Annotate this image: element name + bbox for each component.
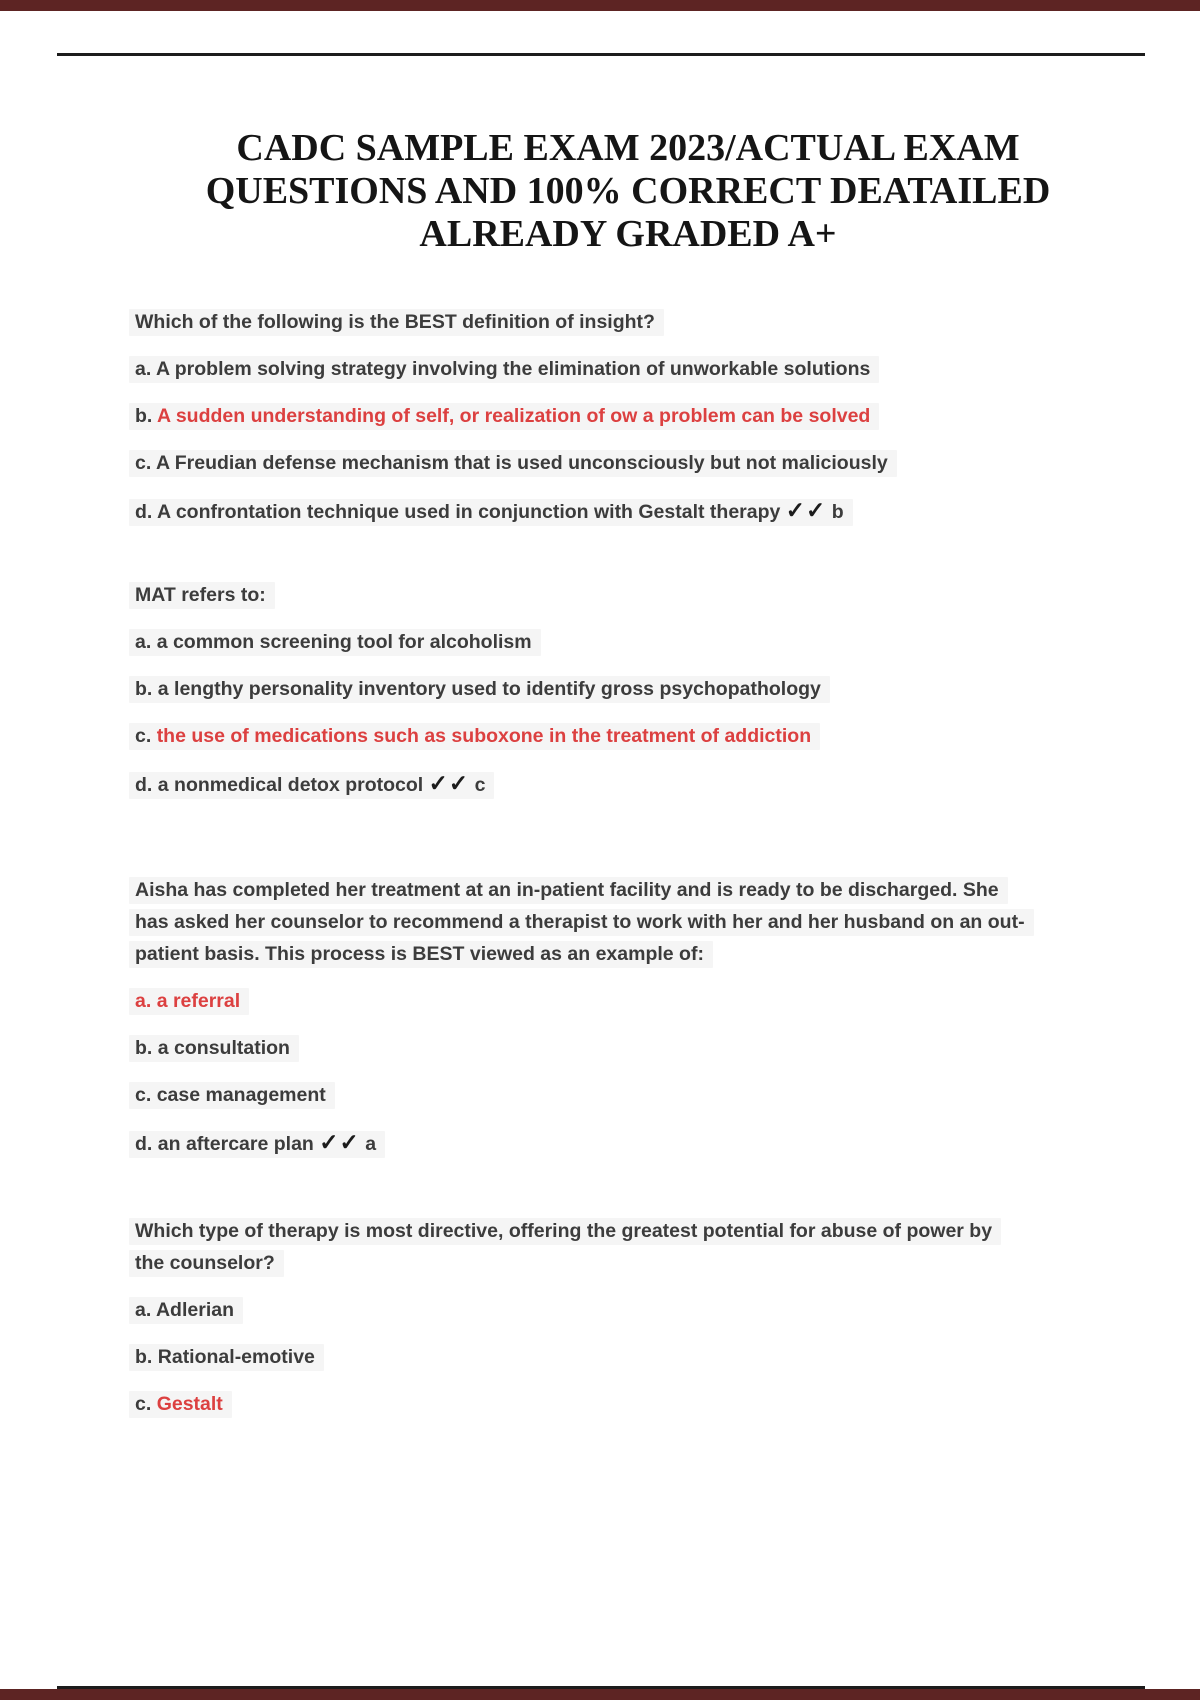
question-prompt-line [129, 1247, 1109, 1279]
answer-option [129, 1079, 1109, 1111]
option-letter-label: a. [135, 631, 152, 653]
question-prompt-line [129, 579, 1109, 611]
question-block [129, 1215, 1109, 1420]
option-letter-label: b. [135, 678, 153, 700]
highlighted-text [129, 629, 541, 656]
option-text: A problem solving strategy involving the elimination of unworkable solutions [155, 358, 871, 380]
highlighted-text: has asked her counselor to recommend a therapist to work with her and her husband on an out- [129, 909, 1034, 936]
option-letter-label: c. [135, 1393, 152, 1415]
highlighted-text [129, 676, 830, 703]
option-text: an aftercare plan [157, 1133, 314, 1155]
option-text: Gestalt [156, 1393, 223, 1415]
highlighted-text [129, 1344, 324, 1371]
answer-option [129, 1341, 1109, 1373]
question-prompt-line [129, 874, 1109, 906]
option-letter-label: c. [135, 1084, 152, 1106]
answer-option [129, 985, 1109, 1017]
option-letter-label: c. [135, 725, 152, 747]
highlighted-text: the counselor? [129, 1250, 284, 1277]
highlighted-text: Which type of therapy is most directive, offering the greatest potential for abuse of power by [129, 1218, 1001, 1245]
question-prompt-line [129, 938, 1109, 970]
correct-answer-checkmarks-icon: ✓✓ [785, 497, 827, 523]
highlighted-text [129, 1391, 232, 1418]
answer-option [129, 1126, 1109, 1160]
highlighted-text [129, 1131, 385, 1158]
option-letter-label: a. [135, 990, 152, 1012]
question-block [129, 306, 1109, 528]
answer-option [129, 1032, 1109, 1064]
option-letter-label: b. [135, 1037, 153, 1059]
question-prompt [129, 579, 1109, 611]
highlighted-text [129, 1082, 335, 1109]
option-text: a nonmedical detox protocol [157, 774, 424, 796]
answer-option [129, 353, 1109, 385]
answer-option [129, 626, 1109, 658]
highlighted-text: Which of the following is the BEST definition of insight? [129, 309, 664, 336]
option-letter-label: c. [135, 452, 152, 474]
question-prompt-line [129, 906, 1109, 938]
option-letter-label: b. [135, 405, 153, 427]
answer-option [129, 494, 1109, 528]
bottom-edge-bar [0, 1689, 1200, 1700]
option-text: a common screening tool for alcoholism [156, 631, 532, 653]
correct-answer-checkmarks-icon: ✓✓ [319, 1129, 360, 1155]
question-block [129, 579, 1109, 801]
question-prompt [129, 1215, 1109, 1279]
question-prompt-line [129, 1215, 1109, 1247]
option-text: a lengthy personality inventory used to identify gross psychopathology [157, 678, 821, 700]
top-horizontal-rule [57, 53, 1145, 56]
question-prompt [129, 306, 1109, 338]
answer-option [129, 1388, 1109, 1420]
highlighted-text: MAT refers to: [129, 582, 275, 609]
option-text: a consultation [157, 1037, 290, 1059]
answer-key-letter: c [474, 774, 486, 796]
exam-questions-content [129, 306, 1109, 1420]
answer-option [129, 673, 1109, 705]
highlighted-text [129, 772, 494, 799]
question-prompt [129, 874, 1109, 970]
highlighted-text [129, 499, 853, 526]
option-letter-label: b. [135, 1346, 153, 1368]
option-text: the use of medications such as suboxone in the treatment of addiction [156, 725, 812, 747]
correct-answer-checkmarks-icon: ✓✓ [428, 770, 470, 796]
option-letter-label: d. [135, 774, 153, 796]
highlighted-text: patient basis. This process is BEST viewed as an example of: [129, 941, 713, 968]
title-line-1: CADC SAMPLE EXAM 2023/ACTUAL EXAM [236, 127, 1020, 169]
answer-key-letter: a [365, 1133, 377, 1155]
question-prompt-line [129, 306, 1109, 338]
answer-option [129, 767, 1109, 801]
answer-option [129, 447, 1109, 479]
highlighted-text [129, 403, 879, 430]
highlighted-text [129, 1035, 299, 1062]
highlighted-text [129, 1297, 243, 1324]
highlighted-text [129, 988, 249, 1015]
option-letter-label: d. [135, 501, 153, 523]
highlighted-text [129, 723, 820, 750]
title-line-2: QUESTIONS AND 100% CORRECT DEATAILED [205, 170, 1051, 212]
option-text: A sudden understanding of self, or realization of ow a problem can be solved [157, 405, 871, 427]
document-title [58, 127, 1198, 256]
option-text: A confrontation technique used in conjunction with Gestalt therapy [157, 501, 781, 523]
answer-option [129, 1294, 1109, 1326]
option-text: Adlerian [155, 1299, 234, 1321]
option-letter-label: a. [135, 358, 152, 380]
top-edge-bar [0, 0, 1200, 11]
option-text: a referral [156, 990, 241, 1012]
option-letter-label: a. [135, 1299, 152, 1321]
highlighted-text: Aisha has completed her treatment at an in-patient facility and is ready to be discharged. She [129, 877, 1008, 904]
highlighted-text [129, 356, 879, 383]
answer-option [129, 400, 1109, 432]
title-line-3: ALREADY GRADED A+ [419, 213, 837, 255]
highlighted-text [129, 450, 897, 477]
answer-option [129, 720, 1109, 752]
question-block [129, 874, 1109, 1160]
option-text: Rational-emotive [157, 1346, 315, 1368]
answer-key-letter: b [831, 501, 844, 523]
option-text: A Freudian defense mechanism that is used unconsciously but not maliciously [155, 452, 888, 474]
option-letter-label: d. [135, 1133, 153, 1155]
option-text: case management [156, 1084, 326, 1106]
